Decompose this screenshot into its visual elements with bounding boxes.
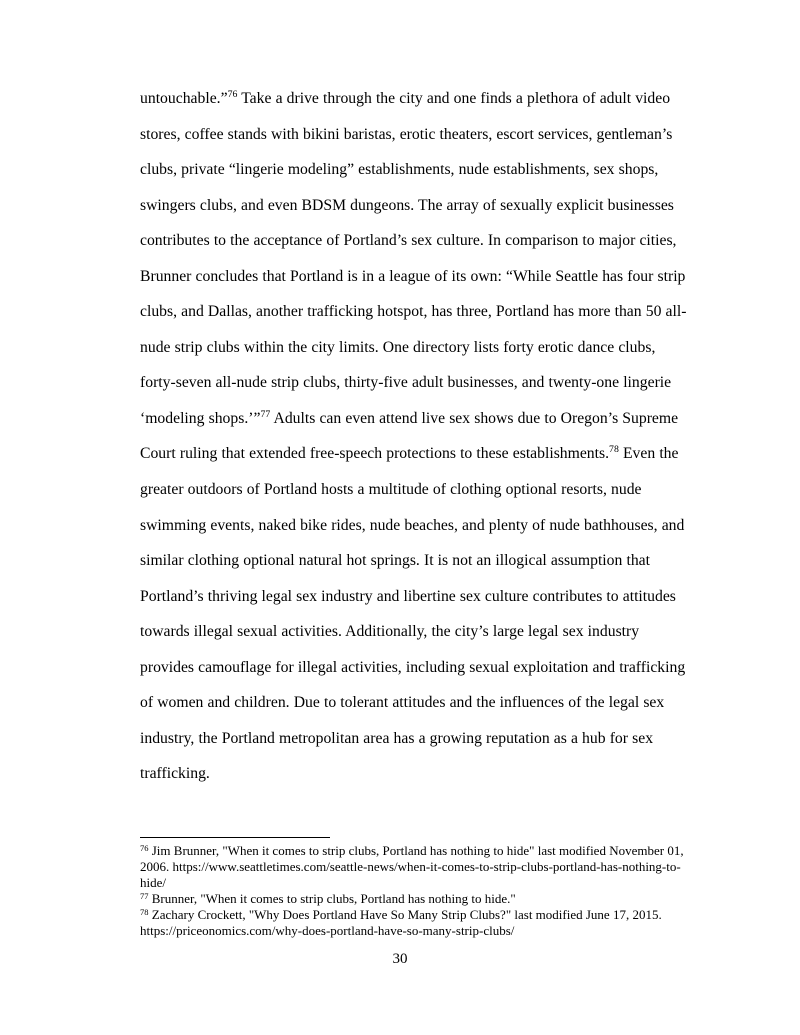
footnote-ref-77: 77 [260,408,271,420]
footnote-text: Brunner, "When it comes to strip clubs, Portland has nothing to hide." [151,891,516,906]
body-text-segment: Even the greater outdoors of Portland hosts a multitude of clothing optional resorts, nude swimming events, naked bike rides, nude beaches, and plenty of nude bathhouses, and similar clothing optional natural hot springs. It is not an illogical assumption that Portland’s thriving legal sex industry and libertine sex culture contributes to attitudes towards illegal sexual activities. Additionally, the city’s large legal sex industry provides camouflage for illegal activities, including sexual exploitation and trafficking of women and children. Due to tolerant attitudes and the influences of the legal sex industry, the Portland metropolitan area has a growing reputation as a hub for sex trafficking. [140,445,686,783]
body-text-segment: Adults can even attend live sex shows due to Oregon’s Supreme Court ruling that extended free-speech protections to these establishments. [140,409,679,463]
footnote-number: 77 [140,891,149,901]
footnote-number: 76 [140,843,149,853]
footnote-text: Jim Brunner, "When it comes to strip clubs, Portland has nothing to hide" last modified November 01, 2006. https://www.seattletimes.com/seattle-news/when-it-comes-to-strip-clubs-portland-has-nothing-to-hide/ [140,843,684,890]
footnote-78 [140,907,692,939]
footnote-separator [140,837,330,838]
body-text-segment: Take a drive through the city and one finds a plethora of adult video stores, coffee stands with bikini baristas, erotic theaters, escort services, gentleman’s clubs, private “lingerie modeling” establishments, nude establishments, sex shops, swingers clubs, and even BDSM dungeons. The array of sexually explicit businesses contributes to the acceptance of Portland’s sex culture. In comparison to major cities, Brunner concludes that Portland is in a league of its own: “While Seattle has four strip clubs, and Dallas, another trafficking hotspot, has three, Portland has more than 50 all-nude strip clubs within the city limits. One directory lists forty erotic dance clubs, forty-seven all-nude strip clubs, thirty-five adult businesses, and twenty-one lingerie ‘modeling shops.’” [140,90,687,427]
footnote-77 [140,891,692,907]
footnote-text: Zachary Crockett, "Why Does Portland Have So Many Strip Clubs?" last modified June 17, 2015. https://priceonomics.com/why-does-portland-have-so-many-strip-clubs/ [140,907,662,938]
body-paragraph [140,81,690,792]
footnotes-section [140,843,692,939]
footnote-ref-76: 76 [227,89,238,100]
footnote-ref-78: 78 [609,444,619,456]
footnote-number: 78 [140,907,149,917]
footnote-76 [140,843,692,891]
body-text-segment: untouchable.” [140,90,228,107]
page-number: 30 [392,951,408,967]
